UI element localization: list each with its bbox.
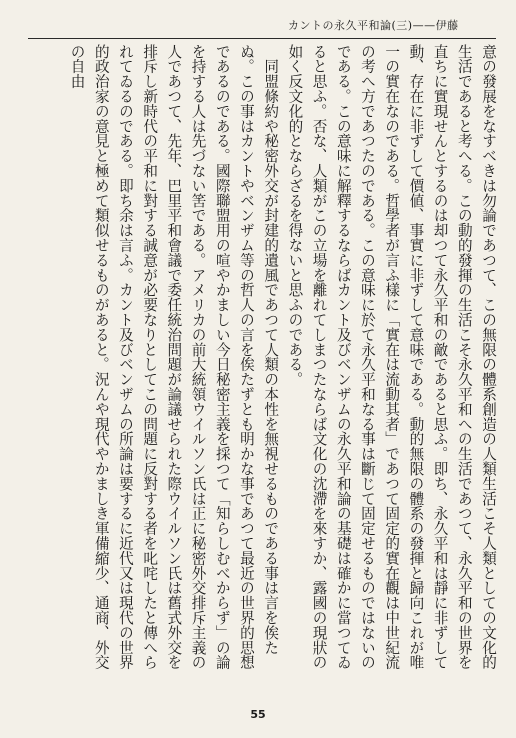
vertical-text-body — [30, 44, 500, 676]
paragraph-1: 意の發展をなすべきは勿論であつて、この無限の體系創造の人類生活こそ人類としての文化的生活であると考へる。この動的發揮の生活こそ永久平和への生活であつて、永久平和の世界を直ちに實現せんとするのは却つて永久平和の敵であると思ふ。即ち、永久平和は靜に非ずして動、存在に非ずして價値、事實に非ずして意味である。動的無限の體系の發揮と歸向これが唯一の實在なのである。哲學者が言ふ樣に「實在は流動其者」であつて固定的實在觀は中世紀流の考へ方であつたのである。この意味に於て永久平和なる事は斷じて固定せるものではないのである。この意味に解釋するならばカント及びベンザムの永久平和論の基礎は確かに當つてゐると思ふ。否な、人類がこの立場を離れてしまつたならば文化の沈滯を來すか、露國の現狀の如く反文化的とならざるを得ないと思ふのである。 — [286, 44, 497, 670]
paragraph-2: 同盟條約や秘密外交が封建的遺風であつて人類の本性を無視せるものである事は言を俟たぬ。この事はカントやベンザム等の哲人の言を俟たずとも明かな事であつて最近の世界的思想であるのである。國際聯盟用の喧やかましい今日秘密主義を採つて「知らしむべからず」の論を持する人は先づない筈である。アメリカの前大統領ウイルソン氏は正に秘密外交排斥主義の人であつて、先年、巴里平和會議で委任統治問題が論議せられた際ウイルソン氏は舊式外交を排斥し新時代の平和に對する誠意が必要なりとしてこの問題に反對する者を叱咤したと傳へられてゐるのである。即ち余は言ふ。カント及びベンザムの所論は要するに近代又は現代の世界的政治家の意見と極めて類似せるものがあると。況んや現代やかましき軍備縮少、通商、外交の自由 — [68, 44, 280, 670]
running-title: カントの永久平和論(三)——伊藤 — [288, 19, 459, 32]
page-number: 55 — [250, 708, 266, 721]
running-header — [288, 14, 498, 36]
header-rule — [28, 38, 496, 39]
